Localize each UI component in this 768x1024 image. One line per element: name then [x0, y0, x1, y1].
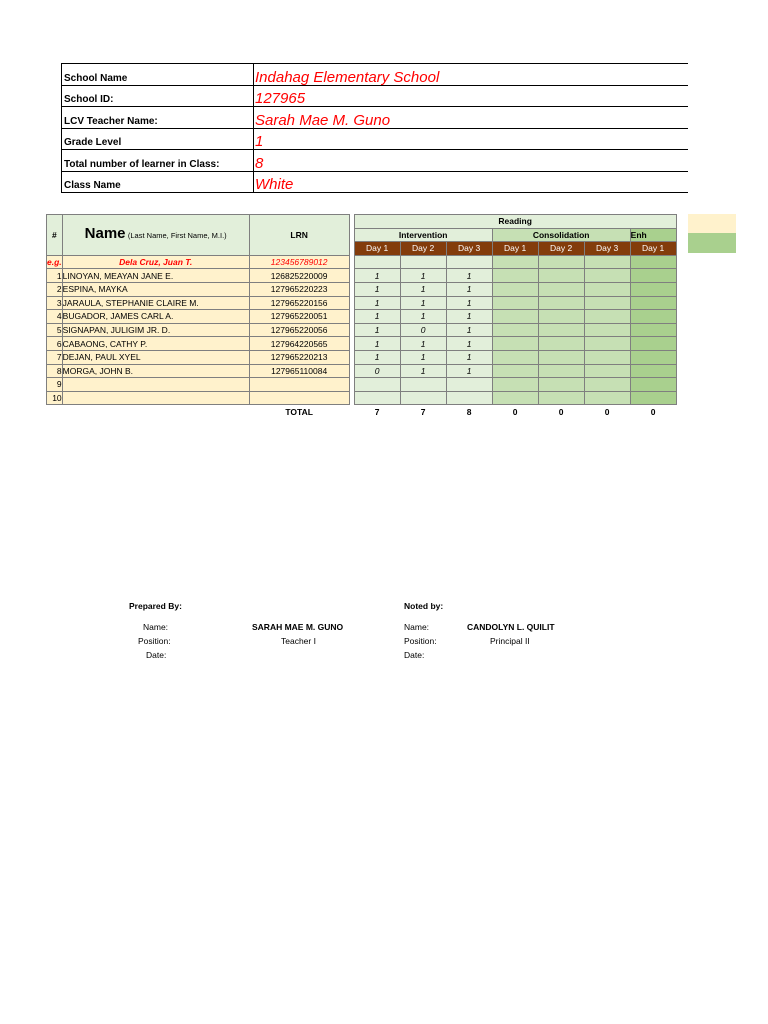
total-value: 0: [630, 405, 676, 418]
score-cell[interactable]: 1: [446, 296, 492, 310]
info-label: Grade Level: [62, 128, 254, 150]
total-label: TOTAL: [249, 405, 349, 418]
learner-name: DEJAN, PAUL XYEL: [62, 350, 249, 364]
score-cell[interactable]: 1: [354, 350, 400, 364]
score-cell[interactable]: [584, 296, 630, 310]
score-cell[interactable]: [630, 364, 676, 378]
score-cell[interactable]: [400, 378, 446, 392]
day-header: Day 3: [584, 242, 630, 256]
score-cell[interactable]: [492, 269, 538, 283]
total-value: 8: [446, 405, 492, 418]
totals-spacer: [47, 405, 63, 418]
score-cell[interactable]: [400, 255, 446, 269]
score-cell[interactable]: [492, 296, 538, 310]
group-consolidation: Consolidation: [492, 228, 630, 242]
table-row: [47, 364, 677, 378]
score-cell[interactable]: [354, 378, 400, 392]
score-cell[interactable]: [630, 337, 676, 351]
table-row: [47, 296, 677, 310]
info-row: [62, 85, 689, 107]
score-cell[interactable]: [584, 337, 630, 351]
row-number: 7: [47, 350, 63, 364]
score-cell[interactable]: [538, 364, 584, 378]
score-cell[interactable]: [538, 310, 584, 324]
info-label: School ID:: [62, 85, 254, 107]
score-cell[interactable]: 1: [354, 296, 400, 310]
noter-position-label: Position:: [404, 636, 437, 646]
total-value: 0: [538, 405, 584, 418]
score-cell[interactable]: [630, 255, 676, 269]
score-cell[interactable]: 1: [446, 282, 492, 296]
info-row: [62, 171, 689, 193]
score-cell[interactable]: 1: [354, 282, 400, 296]
score-cell[interactable]: [538, 391, 584, 405]
school-info-table: [61, 63, 688, 193]
score-cell[interactable]: [400, 391, 446, 405]
day-header: Day 2: [400, 242, 446, 256]
learner-name: ESPINA, MAYKA: [62, 282, 249, 296]
noter-name: CANDOLYN L. QUILIT: [467, 622, 555, 632]
score-cell[interactable]: [492, 310, 538, 324]
row-number: 9: [47, 378, 63, 392]
row-number: 1: [47, 269, 63, 283]
score-cell[interactable]: [584, 378, 630, 392]
school-info-body: [62, 64, 689, 193]
total-value: 0: [584, 405, 630, 418]
score-cell[interactable]: [492, 323, 538, 337]
preparer-name: SARAH MAE M. GUNO: [252, 622, 344, 632]
example-name: Dela Cruz, Juan T.: [62, 255, 249, 269]
row-number: 8: [47, 364, 63, 378]
score-cell[interactable]: [446, 255, 492, 269]
score-cell[interactable]: [538, 337, 584, 351]
score-cell[interactable]: [584, 310, 630, 324]
score-cell[interactable]: 1: [400, 310, 446, 324]
lrn-header: LRN: [249, 215, 349, 256]
hash-header: #: [47, 215, 63, 256]
info-row: [62, 128, 689, 150]
score-cell[interactable]: [630, 323, 676, 337]
reading-header: Reading: [354, 215, 676, 229]
info-row: [62, 150, 689, 172]
total-value: 0: [492, 405, 538, 418]
info-value: 8: [254, 150, 689, 172]
score-cell[interactable]: 1: [400, 296, 446, 310]
score-cell[interactable]: 1: [354, 310, 400, 324]
score-cell[interactable]: [584, 391, 630, 405]
table-row: [47, 391, 677, 405]
row-number: 10: [47, 391, 63, 405]
score-cell[interactable]: 1: [446, 269, 492, 283]
score-cell[interactable]: 1: [354, 323, 400, 337]
score-cell[interactable]: [630, 378, 676, 392]
score-cell[interactable]: [492, 364, 538, 378]
score-cell[interactable]: 1: [354, 337, 400, 351]
score-cell[interactable]: [354, 391, 400, 405]
table-row: [47, 323, 677, 337]
score-cell[interactable]: [538, 378, 584, 392]
score-cell[interactable]: 1: [400, 337, 446, 351]
score-cell[interactable]: [538, 323, 584, 337]
group-enhancement: Enh: [630, 228, 676, 242]
learner-name: LINOYAN, MEAYAN JANE E.: [62, 269, 249, 283]
score-cell[interactable]: 0: [354, 364, 400, 378]
score-cell[interactable]: 1: [400, 269, 446, 283]
learner-lrn: 127965220056: [249, 323, 349, 337]
score-cell[interactable]: [584, 364, 630, 378]
example-row: [47, 255, 677, 269]
score-cell[interactable]: [492, 391, 538, 405]
info-label: School Name: [62, 64, 254, 86]
example-num: e.g.: [47, 257, 62, 268]
learner-name: [62, 391, 249, 405]
info-label: Total number of learner in Class:: [62, 150, 254, 172]
score-cell[interactable]: 1: [446, 310, 492, 324]
learner-name: SIGNAPAN, JULIGIM JR. D.: [62, 323, 249, 337]
score-cell[interactable]: [584, 269, 630, 283]
table-row: [47, 378, 677, 392]
info-value: Indahag Elementary School: [254, 64, 689, 86]
example-lrn: 123456789012: [249, 255, 349, 269]
score-cell[interactable]: [630, 391, 676, 405]
score-cell[interactable]: 1: [354, 269, 400, 283]
day-header: Day 3: [446, 242, 492, 256]
learner-lrn: 127965110084: [249, 364, 349, 378]
info-value: 1: [254, 128, 689, 150]
score-cell[interactable]: [538, 296, 584, 310]
preparer-date-label: Date:: [146, 650, 167, 660]
score-cell[interactable]: [492, 378, 538, 392]
score-cell[interactable]: [538, 282, 584, 296]
score-cell[interactable]: 1: [446, 364, 492, 378]
score-cell[interactable]: [354, 255, 400, 269]
name-header-title: Name: [84, 224, 126, 242]
group-intervention: Intervention: [354, 228, 492, 242]
score-cell[interactable]: [584, 350, 630, 364]
score-cell[interactable]: 1: [400, 350, 446, 364]
totals-spacer: [62, 405, 249, 418]
score-cell[interactable]: [446, 378, 492, 392]
learner-name: BUGADOR, JAMES CARL A.: [62, 310, 249, 324]
score-cell[interactable]: [630, 282, 676, 296]
day-header: Day 2: [538, 242, 584, 256]
score-cell[interactable]: [584, 282, 630, 296]
score-cell[interactable]: [584, 323, 630, 337]
info-value: 127965: [254, 85, 689, 107]
total-value: 7: [354, 405, 400, 418]
preparer-name-label: Name:: [143, 622, 169, 632]
learner-lrn: 127965220051: [249, 310, 349, 324]
score-cell[interactable]: [630, 296, 676, 310]
score-cell[interactable]: [446, 391, 492, 405]
table-row: [47, 350, 677, 364]
score-cell[interactable]: [538, 255, 584, 269]
header-spill-green: [688, 233, 736, 253]
prepared-by-label: Prepared By:: [129, 601, 182, 611]
learner-name: [62, 378, 249, 392]
learner-lrn: [249, 378, 349, 392]
noted-by-label: Noted by:: [404, 601, 444, 611]
score-cell[interactable]: [538, 269, 584, 283]
score-cell[interactable]: [492, 337, 538, 351]
info-label: LCV Teacher Name:: [62, 107, 254, 129]
info-row: [62, 64, 689, 86]
total-value: 7: [400, 405, 446, 418]
name-header-sub: (Last Name, First Name, M.I.): [127, 230, 227, 240]
learner-name: JARAULA, STEPHANIE CLAIRE M.: [62, 296, 249, 310]
preparer-position-label: Position:: [138, 636, 171, 646]
score-cell[interactable]: 1: [446, 337, 492, 351]
score-cell[interactable]: [492, 350, 538, 364]
score-cell[interactable]: [630, 350, 676, 364]
table-row: [47, 282, 677, 296]
noter-name-label: Name:: [404, 622, 430, 632]
row-number: 5: [47, 323, 63, 337]
row-number: 3: [47, 296, 63, 310]
learner-lrn: 126825220009: [249, 269, 349, 283]
info-row: [62, 107, 689, 129]
totals-row: [47, 405, 677, 418]
row-number: 2: [47, 282, 63, 296]
table-row: [47, 269, 677, 283]
score-cell[interactable]: [492, 282, 538, 296]
score-cell[interactable]: [630, 269, 676, 283]
learner-name: MORGA, JOHN B.: [62, 364, 249, 378]
info-label: Class Name: [62, 171, 254, 193]
score-cell[interactable]: [584, 255, 630, 269]
table-row: [47, 337, 677, 351]
info-value: White: [254, 171, 689, 193]
row-number: 6: [47, 337, 63, 351]
learner-lrn: [249, 391, 349, 405]
header-spill-yellow: [688, 214, 736, 233]
noter-position: Principal II: [490, 636, 530, 646]
learner-lrn: 127965220223: [249, 282, 349, 296]
info-value: Sarah Mae M. Guno: [254, 107, 689, 129]
score-cell[interactable]: [492, 255, 538, 269]
day-header: Day 1: [354, 242, 400, 256]
table-row: [47, 310, 677, 324]
learner-name: CABAONG, CATHY P.: [62, 337, 249, 351]
score-cell[interactable]: 1: [446, 350, 492, 364]
score-cell[interactable]: 1: [400, 282, 446, 296]
learner-lrn: 127964220565: [249, 337, 349, 351]
reading-grid: [46, 214, 677, 418]
score-cell[interactable]: [630, 310, 676, 324]
preparer-position: Teacher I: [281, 636, 316, 646]
row-number: 4: [47, 310, 63, 324]
day-header: Day 1: [630, 242, 676, 256]
score-cell[interactable]: 0: [400, 323, 446, 337]
score-cell[interactable]: 1: [400, 364, 446, 378]
learner-lrn: 127965220213: [249, 350, 349, 364]
score-cell[interactable]: 1: [446, 323, 492, 337]
grid-body: [47, 215, 677, 418]
day-header: Day 1: [492, 242, 538, 256]
name-header: [62, 215, 249, 256]
noter-date-label: Date:: [404, 650, 425, 660]
learner-lrn: 127965220156: [249, 296, 349, 310]
score-cell[interactable]: [538, 350, 584, 364]
